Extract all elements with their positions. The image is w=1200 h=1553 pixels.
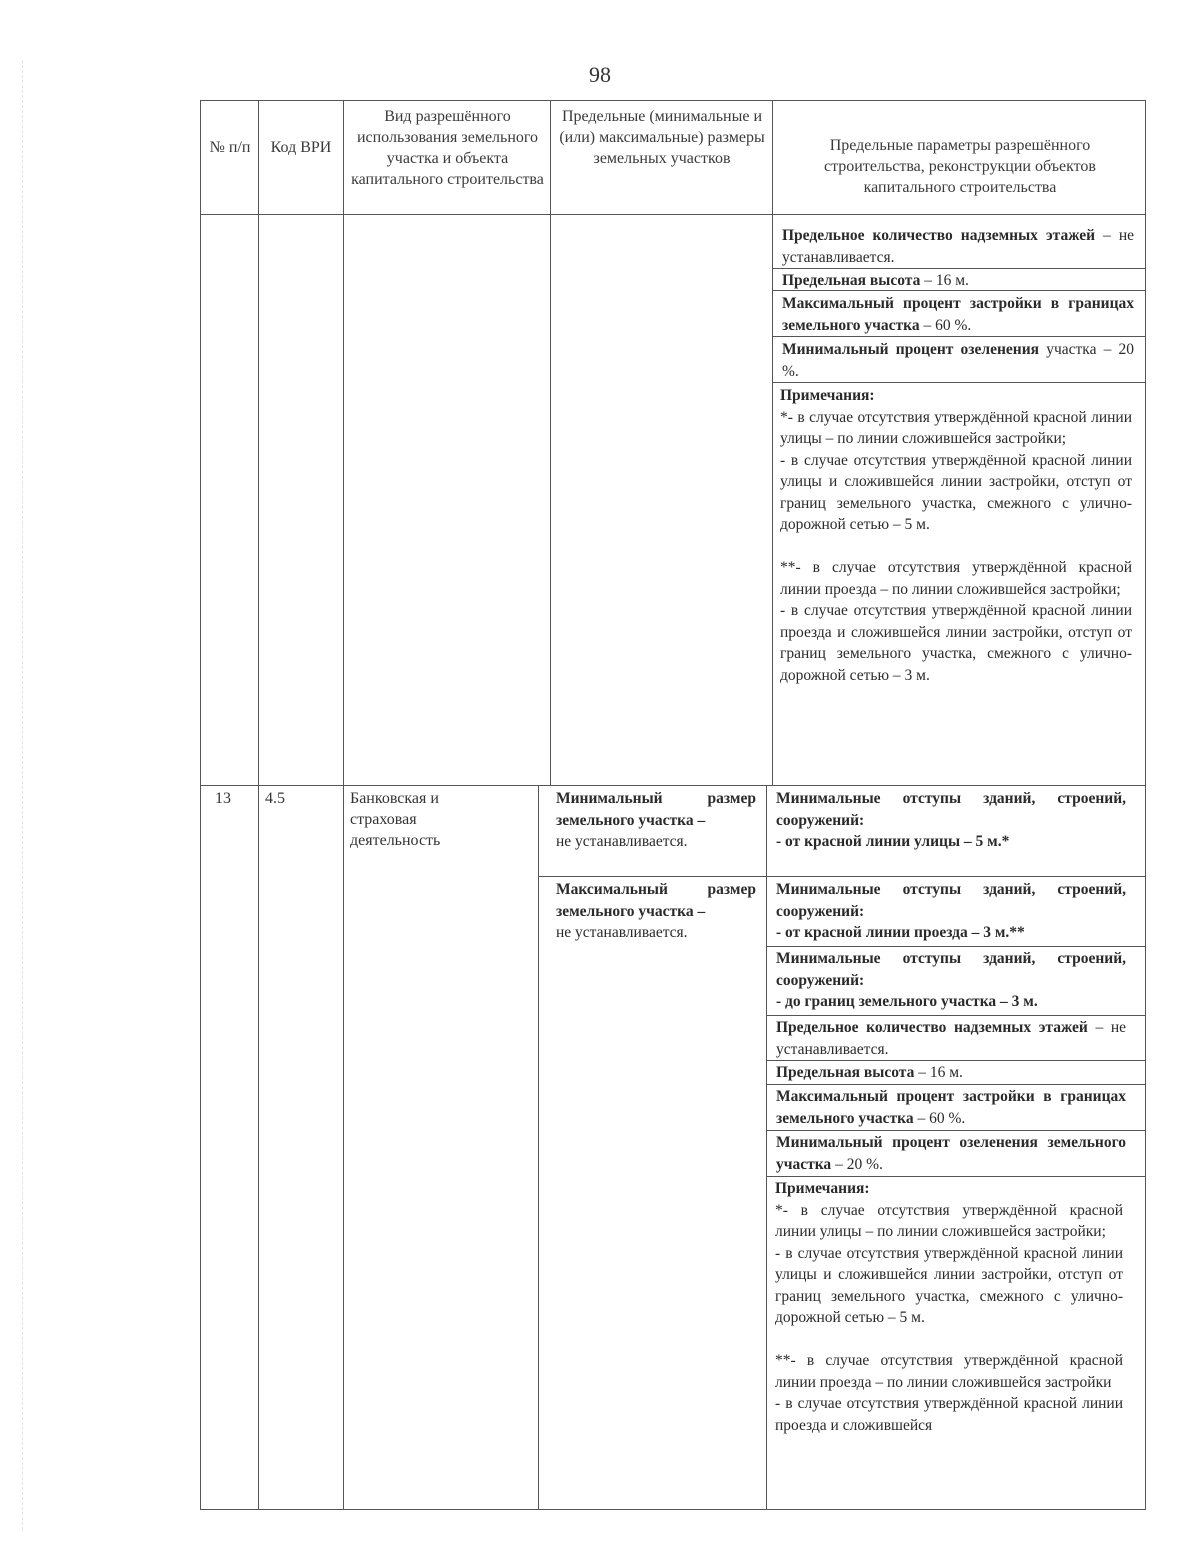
row13-max-size-cell: Максимальный размер земельного участка – не устанавливается. [556, 881, 756, 941]
cont-notes-cell: Примечания: *- в случае отсутствия утверждённой красной линии улицы – по линии сложившейся застройки; - в случае отсутствия утверждённой красной линии улицы и сложившейся линии застройки, отступ от границ земельного участка, смежного с улично-дорожной сетью – 5 м. **- в случае отсутствия утверждённой красной линии проезда – по линии сложившейся застройки; - в случае отсутствия утверждённой красной линии проезда и сложившейся линии застройки, отступ от границ земельного участка, смежного с улично-дорожной сетью – 3 м. [780, 387, 1132, 684]
scan-margin-line [22, 60, 23, 1530]
row13-green-cell: Минимальный процент озеленения земельного участка – 20 %. [776, 1134, 1126, 1173]
row-divider [200, 785, 1146, 786]
column-divider [766, 785, 767, 1510]
page-number: 98 [589, 62, 611, 87]
subcell-divider [772, 382, 1146, 383]
row13-num: 13 [215, 790, 231, 807]
header-num: № п/п [209, 139, 251, 156]
row13-height-cell: Предельная высота – 16 м. [776, 1064, 963, 1081]
row13-min-size-cell: Минимальный размер земельного участка – не устанавливается. [556, 790, 756, 850]
subcell-divider [766, 1084, 1146, 1085]
header-plot-sizes: Предельные (минимальные и (или) максимальные) размеры земельных участков [559, 108, 765, 167]
row13-indent-passage-cell: Минимальные отступы зданий, строений, сооружений: - от красной линии проезда – 3 м.** [776, 881, 1126, 941]
row13-use-type: Банковская и страховая деятельность [350, 790, 441, 849]
column-divider [343, 100, 344, 1510]
row13-code: 4.5 [265, 790, 285, 807]
header-code: Код ВРИ [270, 139, 332, 156]
subcell-divider [538, 876, 1146, 877]
subcell-divider [766, 1060, 1146, 1061]
header-params: Предельные параметры разрешённого строительства, реконструкции объектов капитального строительства [824, 137, 1096, 196]
cont-height-cell: Предельная высота – 16 м. [782, 272, 969, 289]
row13-max-percent-cell: Максимальный процент застройки в границах земельного участка – 60 %. [776, 1088, 1126, 1127]
cont-max-percent-cell: Максимальный процент застройки в границах земельного участка – 60 %. [782, 295, 1134, 334]
subcell-divider [766, 1176, 1146, 1177]
header-use-type: Вид разрешённого использования земельного участка и объекта капитального строительства [351, 108, 544, 188]
subcell-divider [766, 946, 1146, 947]
header-divider [200, 214, 1146, 215]
row13-floors-cell: Предельное количество надземных этажей – не устанавливается. [776, 1019, 1126, 1058]
column-divider [772, 100, 773, 786]
column-divider [258, 100, 259, 1510]
row13-indent-street-cell: Минимальные отступы зданий, строений, сооружений: - от красной линии улицы – 5 м.* [776, 790, 1126, 850]
subcell-divider [772, 268, 1146, 269]
subcell-divider [766, 1015, 1146, 1016]
row13-notes-cell: Примечания: *- в случае отсутствия утверждённой красной линии улицы – по линии сложившейся застройки; - в случае отсутствия утверждённой красной линии улицы и сложившейся линии застройки, отступ от границ земельного участка, смежного с улично-дорожной сетью – 5 м. **- в случае отсутствия утверждённой красной линии проезда – по линии сложившейся застройки - в случае отсутствия утверждённой красной линии проезда и сложившейся [775, 1180, 1123, 1434]
subcell-divider [772, 336, 1146, 337]
row13-indent-border-cell: Минимальные отступы зданий, строений, сооружений: - до границ земельного участка – 3 м. [776, 950, 1126, 1010]
subcell-divider [766, 1130, 1146, 1131]
cont-floors-cell: Предельное количество надземных этажей – не устанавливается. [782, 227, 1134, 266]
column-divider [550, 100, 551, 786]
cont-green-cell: Минимальный процент озеленения участка – 20 %. [782, 341, 1134, 380]
column-divider [538, 785, 539, 1510]
